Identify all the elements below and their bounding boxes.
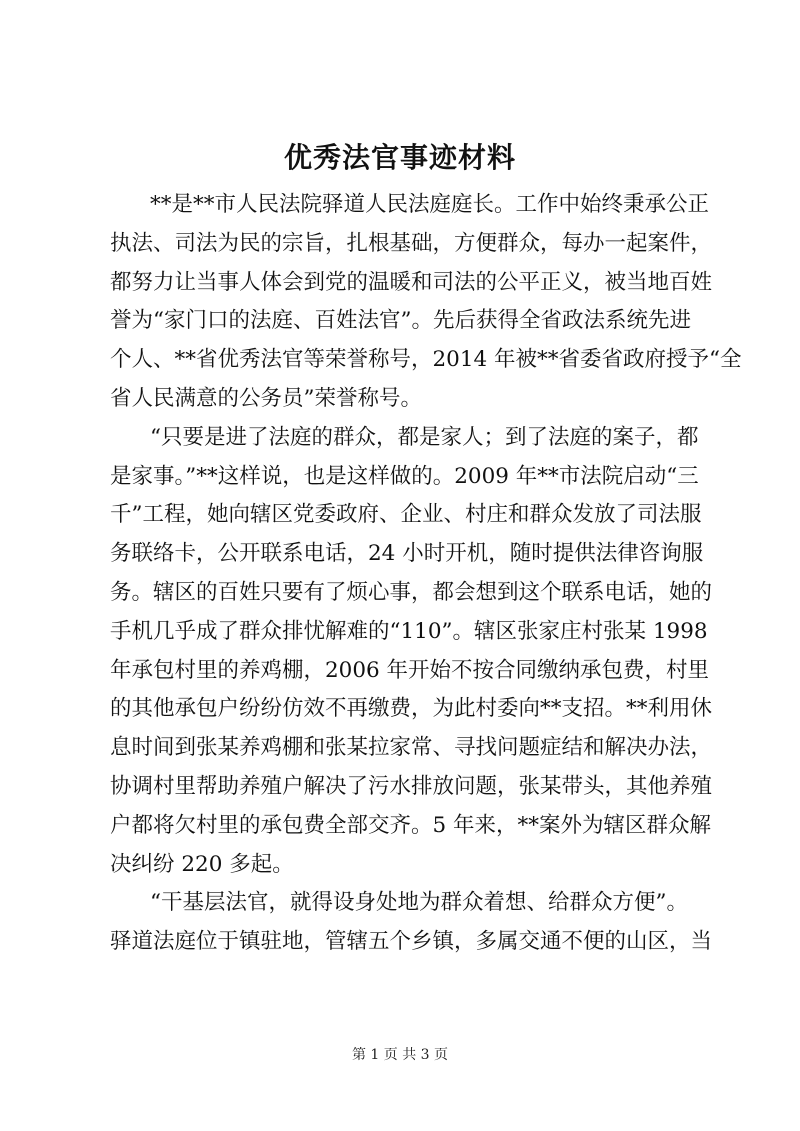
text-line: 是家事。”**这样说，也是这样做的。2009 年**市法院启动“三	[110, 463, 699, 489]
text-line: 户都将欠村里的承包费全部交齐。5 年来，**案外为辖区群众解	[110, 812, 712, 838]
text-line: 都努力让当事人体会到党的温暖和司法的公平正义，被当地百姓	[110, 269, 713, 295]
text-line: 执法、司法为民的宗旨，扎根基础，方便群众，每办一起案件，	[110, 230, 713, 256]
text-line: 个人、**省优秀法官等荣誉称号，2014 年被**省委省政府授予“全	[110, 347, 742, 373]
document-title: 优秀法官事迹材料	[283, 141, 516, 174]
text-line: “干基层法官，就得设身处地为群众着想、给群众方便”。	[150, 890, 688, 916]
text-line: 誉为“家门口的法庭、百姓法官”。先后获得全省政法系统先进	[110, 308, 691, 334]
text-line: 驿道法庭位于镇驻地，管辖五个乡镇，多属交通不便的山区，当	[110, 929, 713, 955]
text-line: 务。辖区的百姓只要有了烦心事，都会想到这个联系电话，她的	[110, 579, 713, 605]
text-line: 千”工程，她向辖区党委政府、企业、村庄和群众发放了司法服	[110, 502, 702, 528]
document-body	[110, 186, 742, 962]
text-line: 务联络卡，公开联系电话，24 小时开机，随时提供法律咨询服	[110, 541, 704, 567]
text-line: 息时间到张某养鸡棚和张某拉家常、寻找问题症结和解决办法，	[110, 735, 713, 761]
text-line: 决纠纷 220 多起。	[110, 851, 294, 877]
text-line: 省人民满意的公务员”荣誉称号。	[110, 385, 422, 411]
text-line: 手机几乎成了群众排忧解难的“110”。辖区张家庄村张某 1998	[110, 618, 708, 644]
page-number-footer: 第 1 页 共 3 页	[351, 1047, 449, 1063]
text-line: 年承包村里的养鸡棚，2006 年开始不按合同缴纳承包费，村里	[110, 657, 710, 683]
text-line: 协调村里帮助养殖户解决了污水排放问题，张某带头，其他养殖	[110, 773, 713, 799]
text-line: 的其他承包户纷纷仿效不再缴费，为此村委向**支招。**利用休	[110, 696, 713, 722]
text-line: “只要是进了法庭的群众，都是家人；到了法庭的案子，都	[150, 424, 699, 450]
text-line: **是**市人民法院驿道人民法庭庭长。工作中始终秉承公正	[150, 192, 710, 217]
